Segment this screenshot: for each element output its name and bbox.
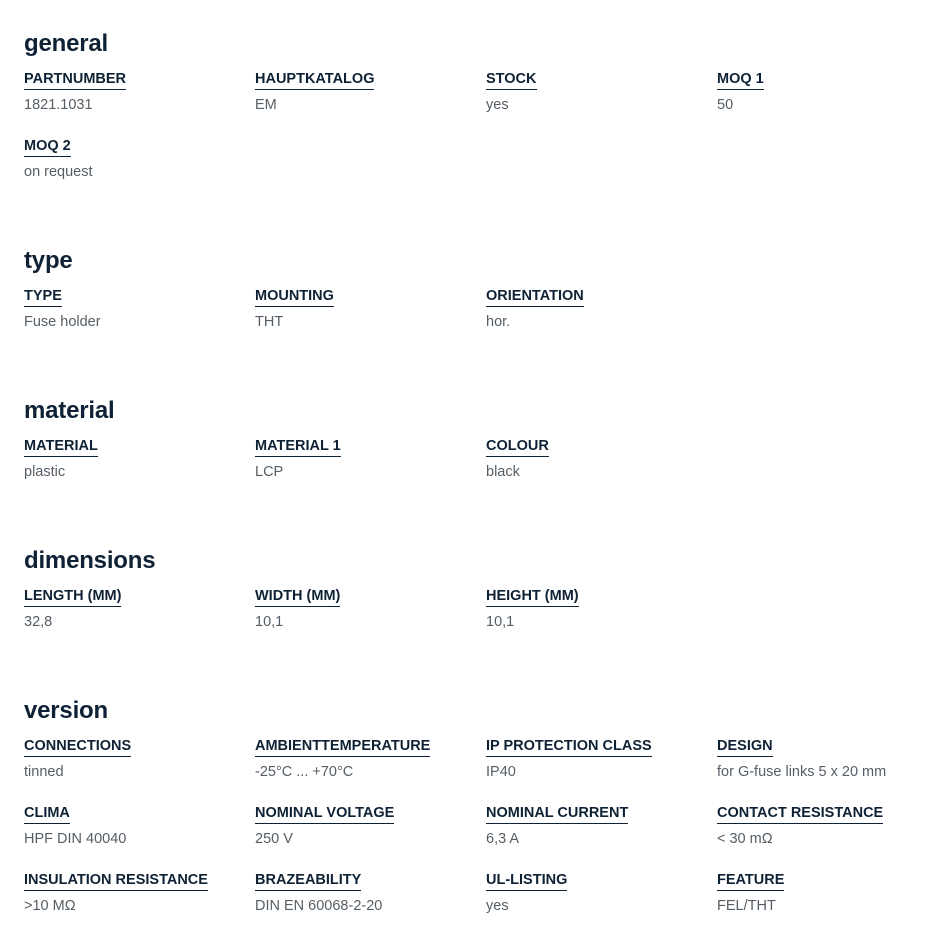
spec-item-ul-listing: [486, 871, 706, 915]
spec-item-contact-resistance: [717, 804, 931, 848]
spec-label: BRAZEABILITY: [255, 871, 361, 891]
spec-item-clima: [24, 804, 244, 848]
spec-item-design: [717, 737, 931, 781]
spec-label: MOUNTING: [255, 287, 334, 307]
spec-label: MATERIAL 1: [255, 437, 341, 457]
spec-row: [24, 70, 924, 137]
spec-item-material-1: [255, 437, 475, 481]
spec-label: NOMINAL CURRENT: [486, 804, 628, 824]
spec-item-nominal-current: [486, 804, 706, 848]
spec-item-orientation: [486, 287, 706, 331]
spec-row: [24, 804, 924, 871]
spec-value: 250 V: [255, 831, 293, 847]
spec-label: TYPE: [24, 287, 62, 307]
spec-grid: [24, 737, 924, 934]
spec-value: black: [486, 464, 520, 480]
spec-label: LENGTH (MM): [24, 587, 121, 607]
spec-value: plastic: [24, 464, 66, 480]
spec-value: tinned: [24, 764, 64, 780]
spec-item-material: [24, 437, 244, 481]
spec-label: MOQ 2: [24, 137, 71, 157]
section-dimensions: [24, 547, 924, 654]
spec-label: WIDTH (MM): [255, 587, 340, 607]
spec-value: yes: [486, 97, 509, 113]
spec-label: AMBIENTTEMPERATURE: [255, 737, 430, 757]
spec-item-hauptkatalog: [255, 70, 475, 114]
spec-label: COLOUR: [486, 437, 549, 457]
spec-label: MATERIAL: [24, 437, 98, 457]
spec-value: LCP: [255, 464, 284, 480]
spec-item-ambient-temperature: [255, 737, 475, 781]
section-title: dimensions: [24, 547, 156, 574]
spec-item-brazeability: [255, 871, 475, 915]
spec-grid: [24, 587, 924, 654]
spec-value: 6,3 A: [486, 831, 520, 847]
spec-label: CONTACT RESISTANCE: [717, 804, 883, 824]
spec-value: -25°C ... +70°C: [255, 764, 354, 780]
spec-row: [24, 737, 924, 804]
spec-value: hor.: [486, 314, 511, 330]
section-title: general: [24, 30, 108, 57]
section-version: [24, 697, 924, 934]
spec-value: for G-fuse links 5 x 20 mm: [717, 764, 887, 780]
spec-value: Fuse holder: [24, 314, 101, 330]
spec-row: [24, 437, 924, 504]
spec-value: HPF DIN 40040: [24, 831, 127, 847]
spec-item-feature: [717, 871, 931, 915]
spec-value: 50: [717, 97, 734, 113]
spec-label: FEATURE: [717, 871, 784, 891]
spec-item-width: [255, 587, 475, 631]
spec-value: 32,8: [24, 614, 53, 630]
spec-value: >10 MΩ: [24, 898, 76, 914]
spec-item-insulation-resistance: [24, 871, 244, 915]
spec-value: EM: [255, 97, 277, 113]
section-title: material: [24, 397, 115, 424]
spec-value: IP40: [486, 764, 516, 780]
spec-value: DIN EN 60068-2-20: [255, 898, 383, 914]
spec-value: 1821.1031: [24, 97, 93, 113]
spec-item-connections: [24, 737, 244, 781]
section-general: [24, 30, 924, 204]
section-type: [24, 247, 924, 354]
section-material: [24, 397, 924, 504]
spec-grid: [24, 70, 924, 204]
spec-value: 10,1: [255, 614, 284, 630]
spec-item-length: [24, 587, 244, 631]
spec-value: yes: [486, 898, 509, 914]
spec-label: MOQ 1: [717, 70, 764, 90]
spec-label: IP PROTECTION CLASS: [486, 737, 652, 757]
spec-value: on request: [24, 164, 93, 180]
spec-value: FEL/THT: [717, 898, 776, 914]
spec-item-ip-protection-class: [486, 737, 706, 781]
spec-label: STOCK: [486, 70, 537, 90]
spec-label: INSULATION RESISTANCE: [24, 871, 208, 891]
spec-value: THT: [255, 314, 284, 330]
spec-grid: [24, 287, 924, 354]
spec-row: [24, 137, 924, 204]
spec-item-mounting: [255, 287, 475, 331]
spec-label: CONNECTIONS: [24, 737, 131, 757]
spec-label: UL-LISTING: [486, 871, 567, 891]
spec-label: HEIGHT (MM): [486, 587, 579, 607]
spec-label: ORIENTATION: [486, 287, 584, 307]
spec-item-moq-1: [717, 70, 931, 114]
spec-value: < 30 mΩ: [717, 831, 773, 847]
spec-grid: [24, 437, 924, 504]
spec-item-nominal-voltage: [255, 804, 475, 848]
section-title: version: [24, 697, 108, 724]
spec-item-height: [486, 587, 706, 631]
spec-label: CLIMA: [24, 804, 70, 824]
spec-item-moq-2: [24, 137, 244, 181]
spec-item-colour: [486, 437, 706, 481]
spec-label: NOMINAL VOLTAGE: [255, 804, 394, 824]
spec-value: 10,1: [486, 614, 515, 630]
spec-label: HAUPTKATALOG: [255, 70, 374, 90]
spec-row: [24, 587, 924, 654]
spec-item-stock: [486, 70, 706, 114]
spec-item-partnumber: [24, 70, 244, 114]
spec-row: [24, 871, 924, 934]
spec-label: DESIGN: [717, 737, 773, 757]
spec-label: PARTNUMBER: [24, 70, 126, 90]
spec-item-type: [24, 287, 244, 331]
spec-row: [24, 287, 924, 354]
section-title: type: [24, 247, 73, 274]
